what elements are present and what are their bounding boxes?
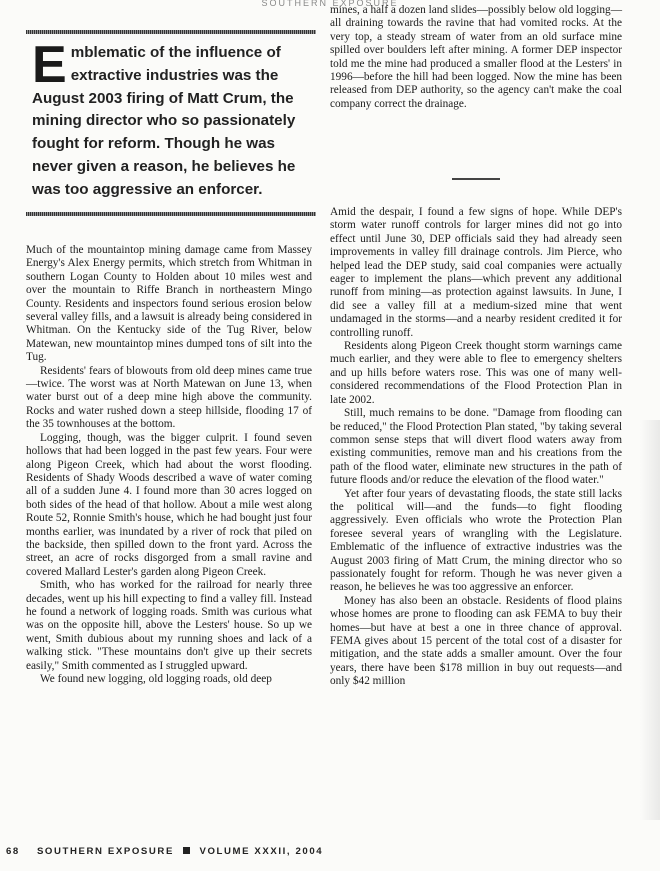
paragraph: Residents' fears of blowouts from old deep mines came true—twice. The worst was at North Matewan on June 13, when water burst out of a deep mine high above the community. Rocks and water rushed down a steep hillside, flooding 17 of the 35 townhouses at the bottom. <box>26 364 312 431</box>
page-footer <box>6 846 323 857</box>
paragraph: Residents along Pigeon Creek thought storm warnings came much earlier, and they were able to flee to emergency shelters and up hills before waters rose. This was one of many well-considered recommendations of the Flood Protection Plan in late 2002. <box>330 340 622 406</box>
paragraph: Still, much remains to be done. "Damage from flooding can be reduced," the Flood Protection Plan stated, "by taking several common sense steps that will divert flood waters away from existing communities, remove man and his creations from the path of the flood water, eliminate new structures in the path of future floods and/or reduce the elevation of the flood water." <box>330 407 622 487</box>
pull-quote-top-rule <box>26 30 316 34</box>
right-column-main <box>330 206 622 689</box>
paragraph: Much of the mountaintop mining damage came from Massey Energy's Alex Energy permits, which stretch from Whitman in southern Logan County to Holden about 10 miles west and over the mountain to Riffe Branch in northeastern Mingo County. Residents and inspectors found serious erosion below several valley fills, and a lawsuit is already being considered in Whitman. On the Kentucky side of the Tug River, below Matewan, new mountaintop mines dumped tons of silt into the Tug. <box>26 244 312 364</box>
pull-quote <box>32 36 310 202</box>
paragraph: Money has also been an obstacle. Residents of flood plains whose homes are prone to flooding can ask FEMA to buy their homes—but have at best a one in three chance of approval. FEMA gives about 15 percent of the total cost of a disaster for mitigation, and the state adds a smaller amount. Over the four years, there have been $178 million in buy out requests—and only $42 million <box>330 594 622 688</box>
paragraph: We found new logging, old logging roads, old deep <box>40 673 272 685</box>
left-column <box>26 244 312 686</box>
footer-bullet-icon <box>183 847 190 854</box>
page-number: 68 <box>6 846 20 857</box>
right-column-top <box>330 4 622 111</box>
paragraph: Amid the despair, I found a few signs of hope. While DEP's storm water runoff controls for larger mines did not go into effect until June 30, DEP officials said they had already seen improvements in valley fill drainage controls. Jim Pierce, who helped lead the DEP study, said coal companies were actually eager to implement the plans—which prevent any additional runoff from mining—as protection against lawsuits. In June, I did see a valley fill at a medium-sized mine that went undamaged in the storms—and a nearby resident credited it for controlling runoff. <box>330 206 622 339</box>
scan-shadow <box>640 420 660 820</box>
pull-quote-text: mblematic of the influence of extractive industries was the August 2003 firing of Matt Crum, the mining director who so passionately fought for reform. Though he was never given a reason, he believes he was too aggressive an enforcer. <box>32 44 296 198</box>
volume-info: VOLUME XXXII, 2004 <box>199 846 324 857</box>
paragraph: Smith, who has worked for the railroad for nearly three decades, went up his hill expecting to find a valley fill. Instead he found a network of logging roads. Smith was curious what was on the opposite hill, above the Lesters' house. So up we went, Smith dubious about my running shoes and lack of a walking stick. "These mountains don't give up their secrets easily," Smith commented as I struggled upward. <box>26 579 312 672</box>
paragraph: Yet after four years of devastating floods, the state still lacks the political will—and the funds—to fight flooding aggressively. Even officials who wrote the Protection Plan foresee several years of wrangling with the Legislature. Emblematic of the influence of extractive industries was the August 2003 firing of Matt Crum, the mining director who so passionately fought for reform. Though he was never given a reason, he believes he was too aggressive an enforcer. <box>330 487 622 594</box>
pull-quote-drop-cap: E <box>32 36 67 94</box>
pull-quote-bottom-rule <box>26 212 316 216</box>
paragraph: mines, a half a dozen land slides—possibly below old logging—all draining towards the ravine that had vomited rocks. At the very top, a steady stream of water from an old surface mine spilled over boulders left after mining. A former DEP inspector told me the mine had produced a smaller flood at the Lesters' in 1996—before the hill had been logged. Now the mine has been released from DEP authority, so the agency can't make the coal company correct the drainage. <box>330 4 622 110</box>
publication-name: SOUTHERN EXPOSURE <box>36 846 174 857</box>
section-break-dash <box>452 178 500 180</box>
running-head: SOUTHERN EXPOSURE <box>261 0 399 6</box>
paragraph: Logging, though, was the bigger culprit. I found seven hollows that had been logged in the past few years. Four were along Pigeon Creek, which had about the worst flooding. Residents of Shady Woods described a wave of water coming all of a sudden June 4. I found more than 30 acres logged on both sides of the head of that hollow. About a mile west along Route 52, Ronnie Smith's house, which he had bought just four months earlier, was inundated by a river of rock that piled on the backside, then spilled down to the front yard. Across the street, an acre of rocks disgorged from a small ravine and covered Mallard Lester's garden along Pigeon Creek. <box>26 431 312 578</box>
